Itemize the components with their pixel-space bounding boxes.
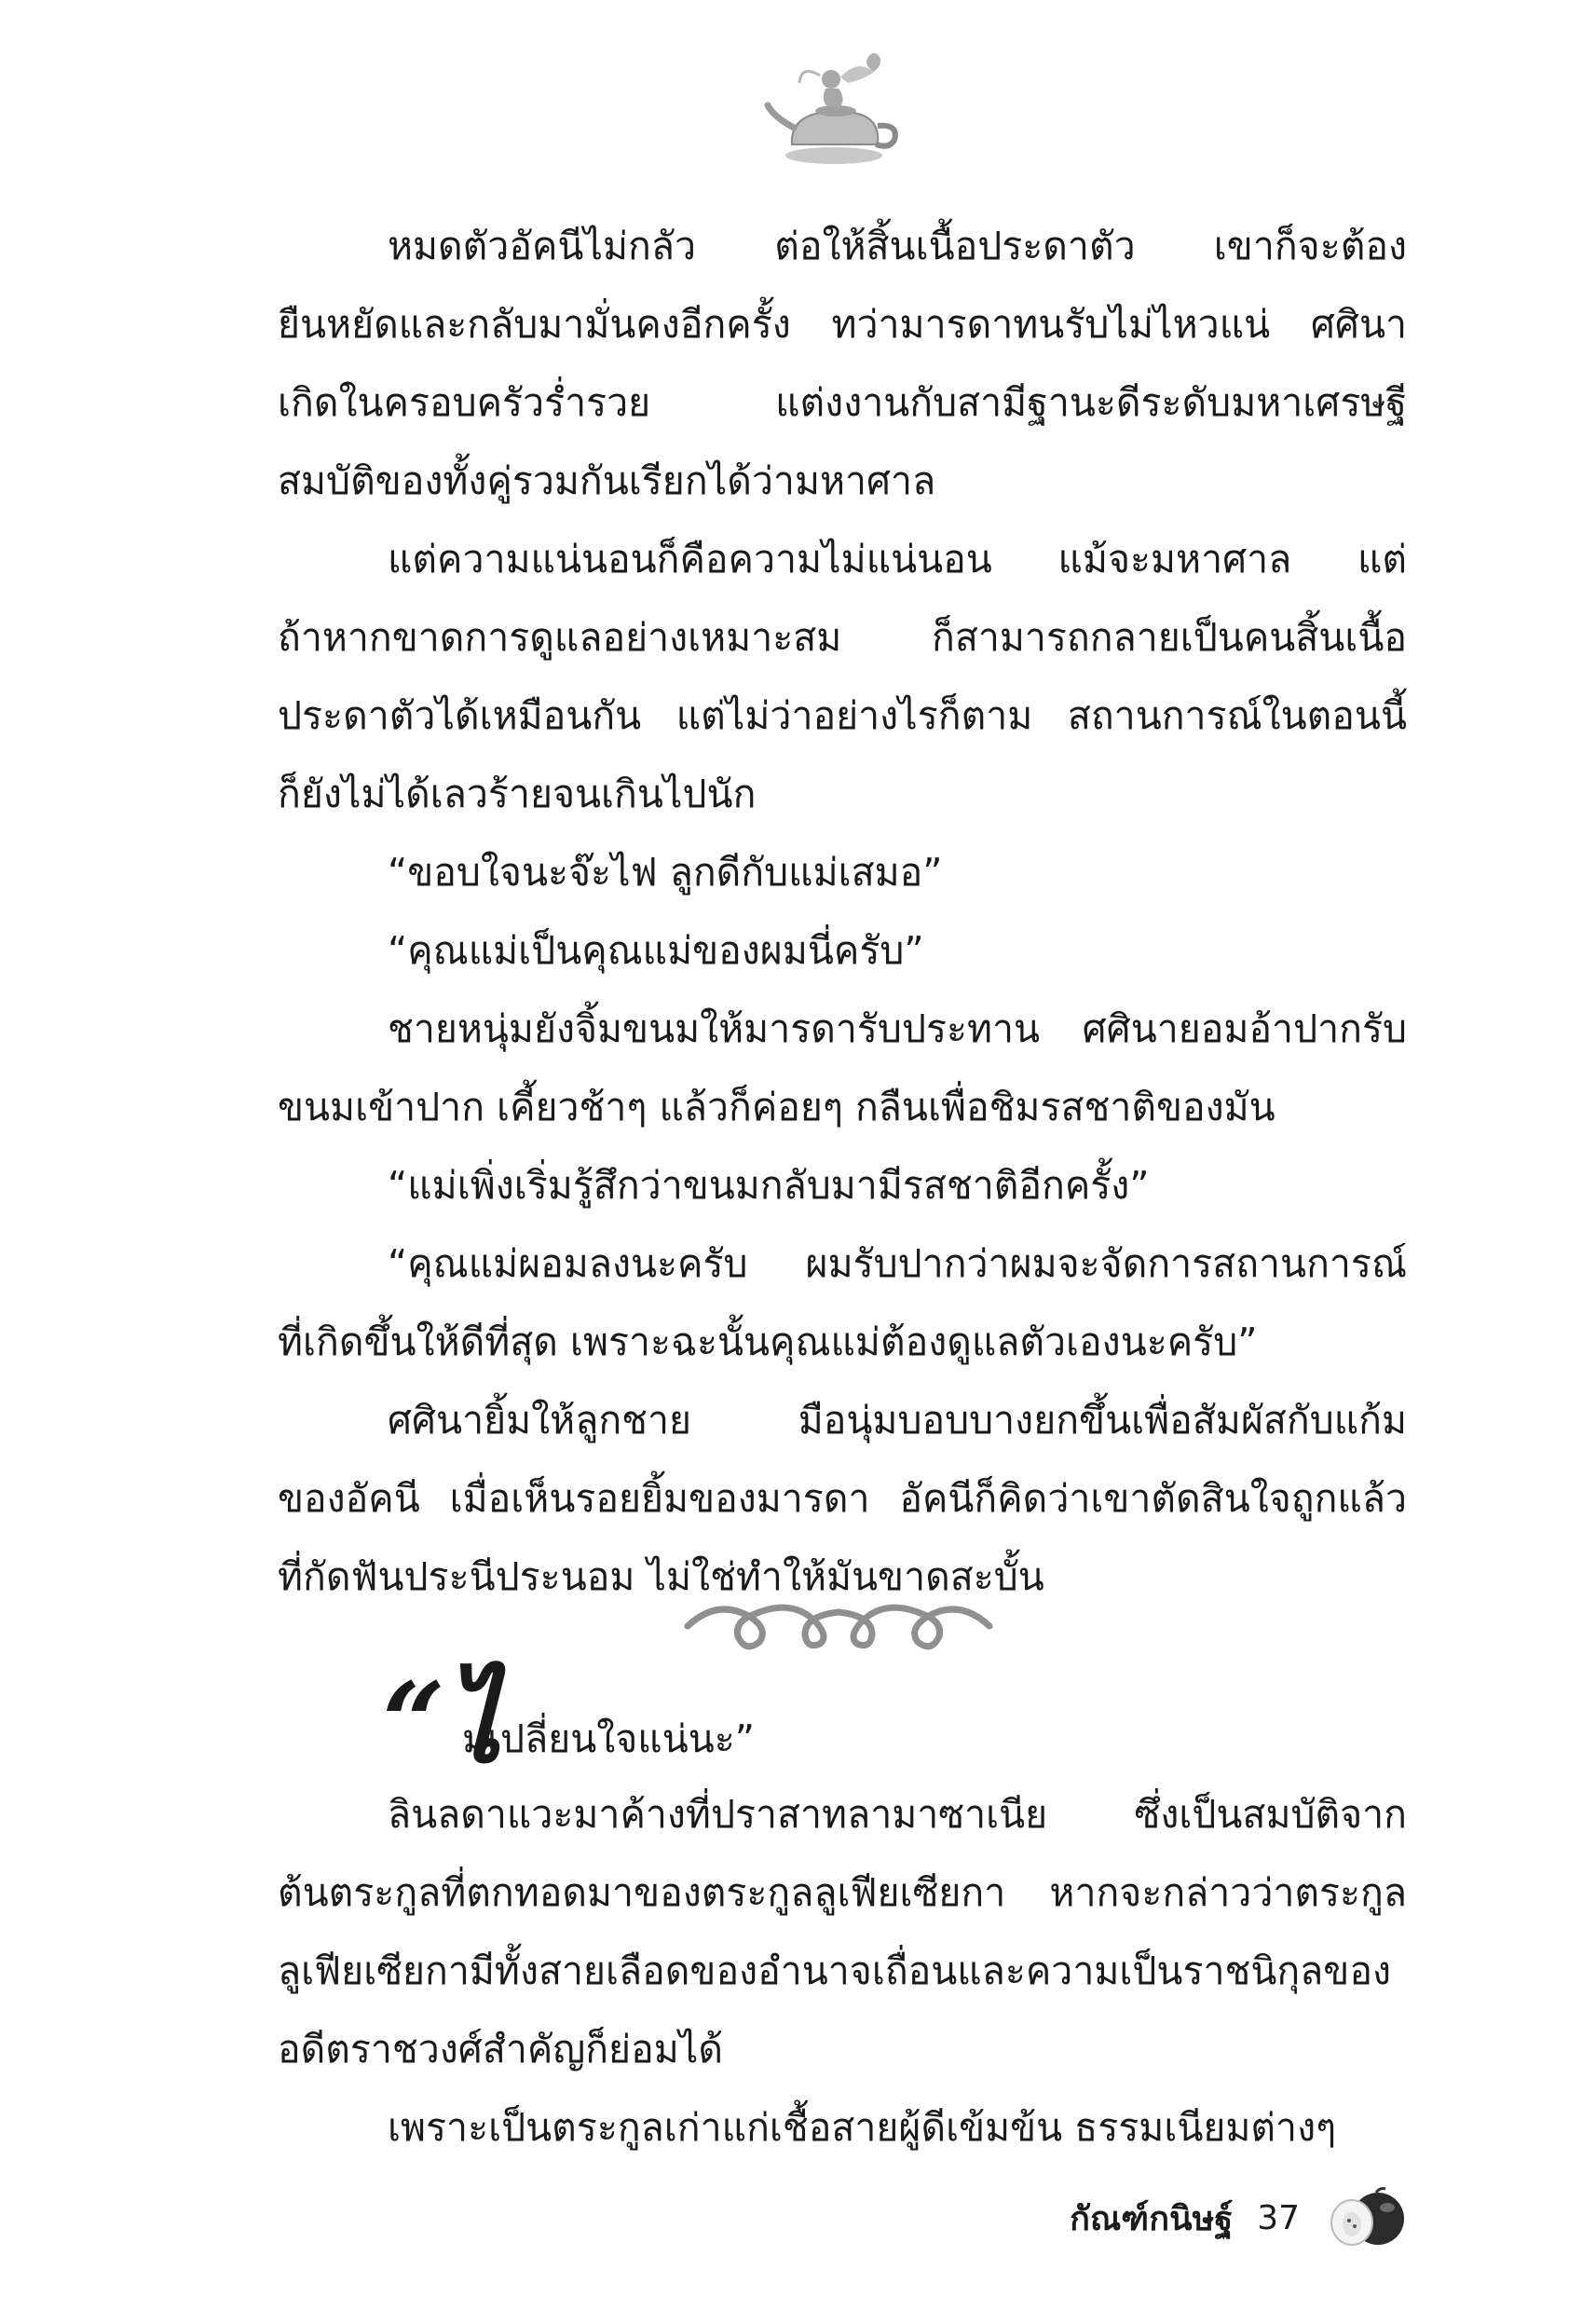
page-number: 37 — [1257, 2198, 1300, 2237]
paragraph-line: หมดตัวอัคนีไม่กลัว ต่อให้สิ้นเนื้อประดาตัว เขาก็จะต้อง — [388, 224, 1407, 268]
paragraph-line: ถ้าหากขาดการดูแลอย่างเหมาะสม ก็สามารถกลายเป็นคนสิ้นเนื้อ — [278, 615, 1407, 660]
paragraph-line: ลูเฟียเซียกามีทั้งสายเลือดของอำนาจเถื่อนและความเป็นราชนิกุลของ — [278, 1949, 1391, 1993]
teapot-cupid-ornament-icon — [764, 51, 904, 172]
text-column-top — [278, 207, 1407, 1616]
paragraph-line: ประดาตัวได้เหมือนกัน แต่ไม่ว่าอย่างไรก็ตาม สถานการณ์ในตอนนี้ — [278, 693, 1407, 738]
opening-line: ม่เปลี่ยนใจแน่นะ” — [462, 1716, 756, 1761]
drop-cap: “ไ — [382, 1658, 501, 1787]
paragraph-line: ชายหนุ่มยังจิ้มขนมให้มารดารับประทาน ศศินายอมอ้าปากรับ — [388, 1006, 1407, 1051]
paragraph-line: ศศินายิ้มให้ลูกชาย มือนุ่มบอบบางยกขึ้นเพื่อสัมผัสกับแก้ม — [388, 1398, 1407, 1443]
paragraph-line: ของอัคนี เมื่อเห็นรอยยิ้มของมารดา อัคนีก็คิดว่าเขาตัดสินใจถูกแล้ว — [278, 1476, 1407, 1521]
apple-icon — [1324, 2185, 1410, 2250]
paragraph-line: เพราะเป็นตระกูลเก่าแก่เชื้อสายผู้ดีเข้มข้น ธรรมเนียมต่างๆ — [388, 2105, 1337, 2150]
paragraph-line: ที่กัดฟันประนีประนอม ไม่ใช่ทำให้มันขาดสะบั้น — [278, 1554, 1044, 1599]
paragraph-line: ที่เกิดขึ้นให้ดีที่สุด เพราะฉะนั้นคุณแม่ต้องดูแลตัวเองนะครับ” — [278, 1320, 1258, 1364]
paragraph-line: ขนมเข้าปาก เคี้ยวช้าๆ แล้วก็ค่อยๆ กลืนเพื่อชิมรสชาติของมัน — [278, 1085, 1275, 1129]
paragraph-line: “ขอบใจนะจ๊ะไฟ ลูกดีกับแม่เสมอ” — [388, 850, 943, 895]
paragraph-line: อดีตราชวงศ์สำคัญก็ย่อมได้ — [278, 2027, 723, 2072]
paragraph-line: ก็ยังไม่ได้เลวร้ายจนเกินไปนัก — [278, 772, 757, 816]
paragraph-line: เกิดในครอบครัวร่ำรวย แต่งงานกับสามีฐานะดีระดับมหาเศรษฐี — [278, 380, 1407, 425]
swirl-divider-icon — [680, 1575, 997, 1659]
paragraph-line: “คุณแม่เป็นคุณแม่ของผมนี่ครับ” — [388, 928, 924, 973]
book-title: กัณฑ์กนิษฐ์ — [1070, 2199, 1234, 2238]
chapter-opening — [278, 1658, 1407, 1787]
paragraph-line: “แม่เพิ่งเริ่มรู้สึกว่าขนมกลับมามีรสชาติอีกครั้ง” — [388, 1163, 1150, 1208]
text-column-bottom — [278, 1775, 1407, 2167]
paragraph-line: สมบัติของทั้งคู่รวมกันเรียกได้ว่ามหาศาล — [278, 458, 936, 503]
paragraph-line: “คุณแม่ผอมลงนะครับ ผมรับปากว่าผมจะจัดการสถานการณ์ — [388, 1241, 1407, 1286]
paragraph-line: ต้นตระกูลที่ตกทอดมาของตระกูลลูเฟียเซียกา หากจะกล่าวว่าตระกูล — [278, 1870, 1407, 1915]
paragraph-line: แต่ความแน่นอนก็คือความไม่แน่นอน แม้จะมหาศาล แต่ — [388, 537, 1407, 581]
paragraph-line: ยืนหยัดและกลับมามั่นคงอีกครั้ง ทว่ามารดาทนรับไม่ไหวแน่ ศศินา — [278, 302, 1407, 347]
page-footer — [1070, 2185, 1410, 2250]
paragraph-line: ลินลดาแวะมาค้างที่ปราสาทลามาซาเนีย ซึ่งเป็นสมบัติจาก — [388, 1792, 1407, 1837]
